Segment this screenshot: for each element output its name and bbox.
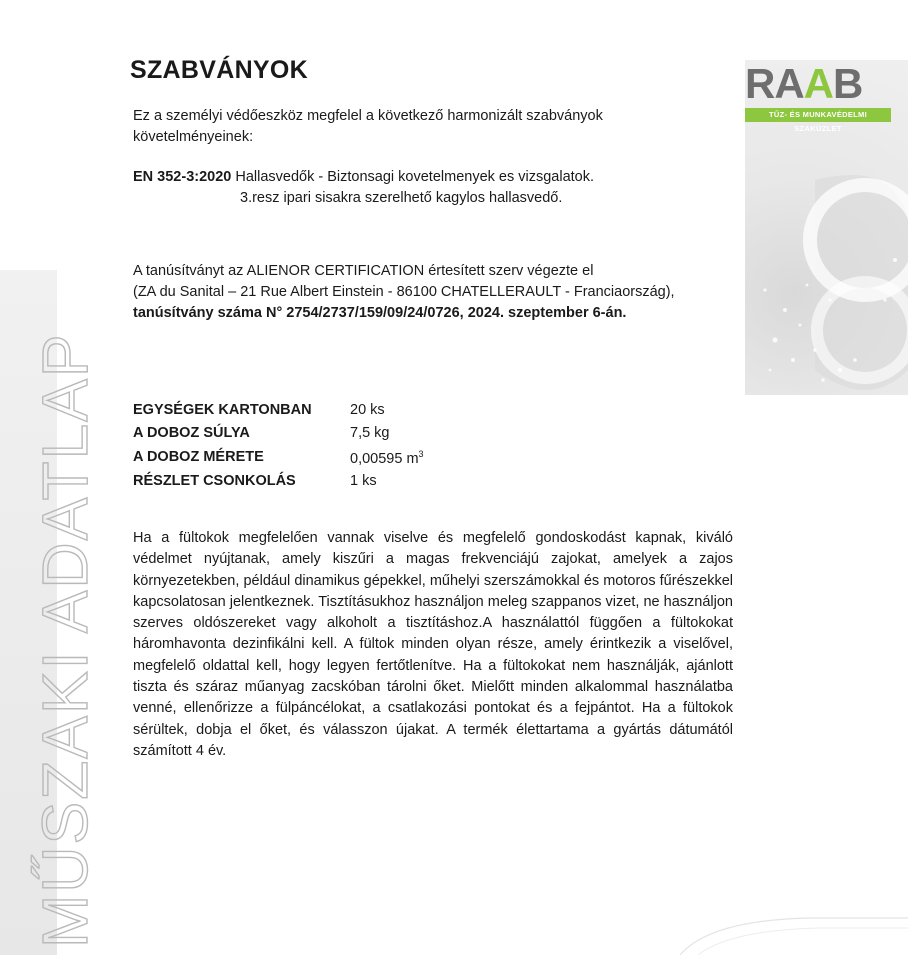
- standard-code: EN 352-3:2020: [133, 169, 232, 185]
- standard-line-2: 3.resz ipari sisakra szerelhető kagylos hallasvedő.: [240, 190, 563, 206]
- decorative-corner-arc: [670, 900, 908, 955]
- spec-value: 7,5 kg: [350, 425, 390, 441]
- certificate-number: tanúsítvány száma N° 2754/2737/159/09/24/0726, 2024. szeptember 6-án.: [133, 305, 627, 321]
- spec-label: A DOBOZ MÉRETE: [133, 449, 264, 465]
- standard-title: Hallasvedők - Biztonsagi kovetelmenyek es vizsgalatok.: [231, 169, 595, 185]
- certification-address: (ZA du Sanital – 21 Rue Albert Einstein - 86100 CHATELLERAULT - Franciaország),: [133, 284, 675, 300]
- spec-label: EGYSÉGEK KARTONBAN: [133, 402, 312, 418]
- spec-value: 0,00595 $m^3$: [350, 449, 424, 467]
- spec-label: A DOBOZ SÚLYA: [133, 425, 250, 441]
- side-title: MŰSZAKI ADATLAP: [29, 332, 101, 948]
- standard-line-1: [133, 167, 594, 188]
- intro-text: Ez a személyi védőeszköz megfelel a következő harmonizált szabványok követelményeinek:: [133, 108, 603, 145]
- logo-wordmark: RAAB: [745, 60, 863, 107]
- spec-value: 20 ks: [350, 402, 385, 418]
- spec-label: RÉSZLET CSONKOLÁS: [133, 473, 296, 489]
- section-heading: SZABVÁNYOK: [130, 56, 309, 84]
- logo-tagline: TŰZ- ÉS MUNKAVÉDELMI SZAKÜZLET: [745, 108, 891, 122]
- spec-value: 1 ks: [350, 473, 377, 489]
- care-instructions-paragraph: Ha a fültokok megfelelően vannak viselve és megfelelő gondoskodást kapnak, kiváló védelmet nyújtanak, amely kiszűri a magas frekvenciájú zajokat, amelyek a zajos környezetekben, például dinamikus gépekkel, műhelyi szerszámokkal és motoros fűrészekkel kapcsolatosan jelentkeznek. Tisztításukhoz használjon meleg szappanos vizet, ne használjon szerves oldószereket vagy alkoholt a tisztításhoz.A használattól függően a fültokokat háromhavonta dezinfikálni kell. A fültok minden olyan része, amely érintkezik a viselővel, megfelelő oldattal kell, hogy legyen fertőtlenítve. Ha a fültokokat nem használják, ajánlott tiszta és száraz műanyag zacskóban tárolni őket. Mielőtt minden alkalommal használatba venné, ellenőrizze a fülpáncélokat, a csatlakozási pontokat és a fejpántot. Ha a fültokok sérültek, dobja el őket, és válasszon újakat. A termék élettartama a gyártás dátumától számított 4 év.: [133, 530, 733, 759]
- certification-line-1: A tanúsítványt az ALIENOR CERTIFICATION értesített szerv végezte el: [133, 263, 594, 279]
